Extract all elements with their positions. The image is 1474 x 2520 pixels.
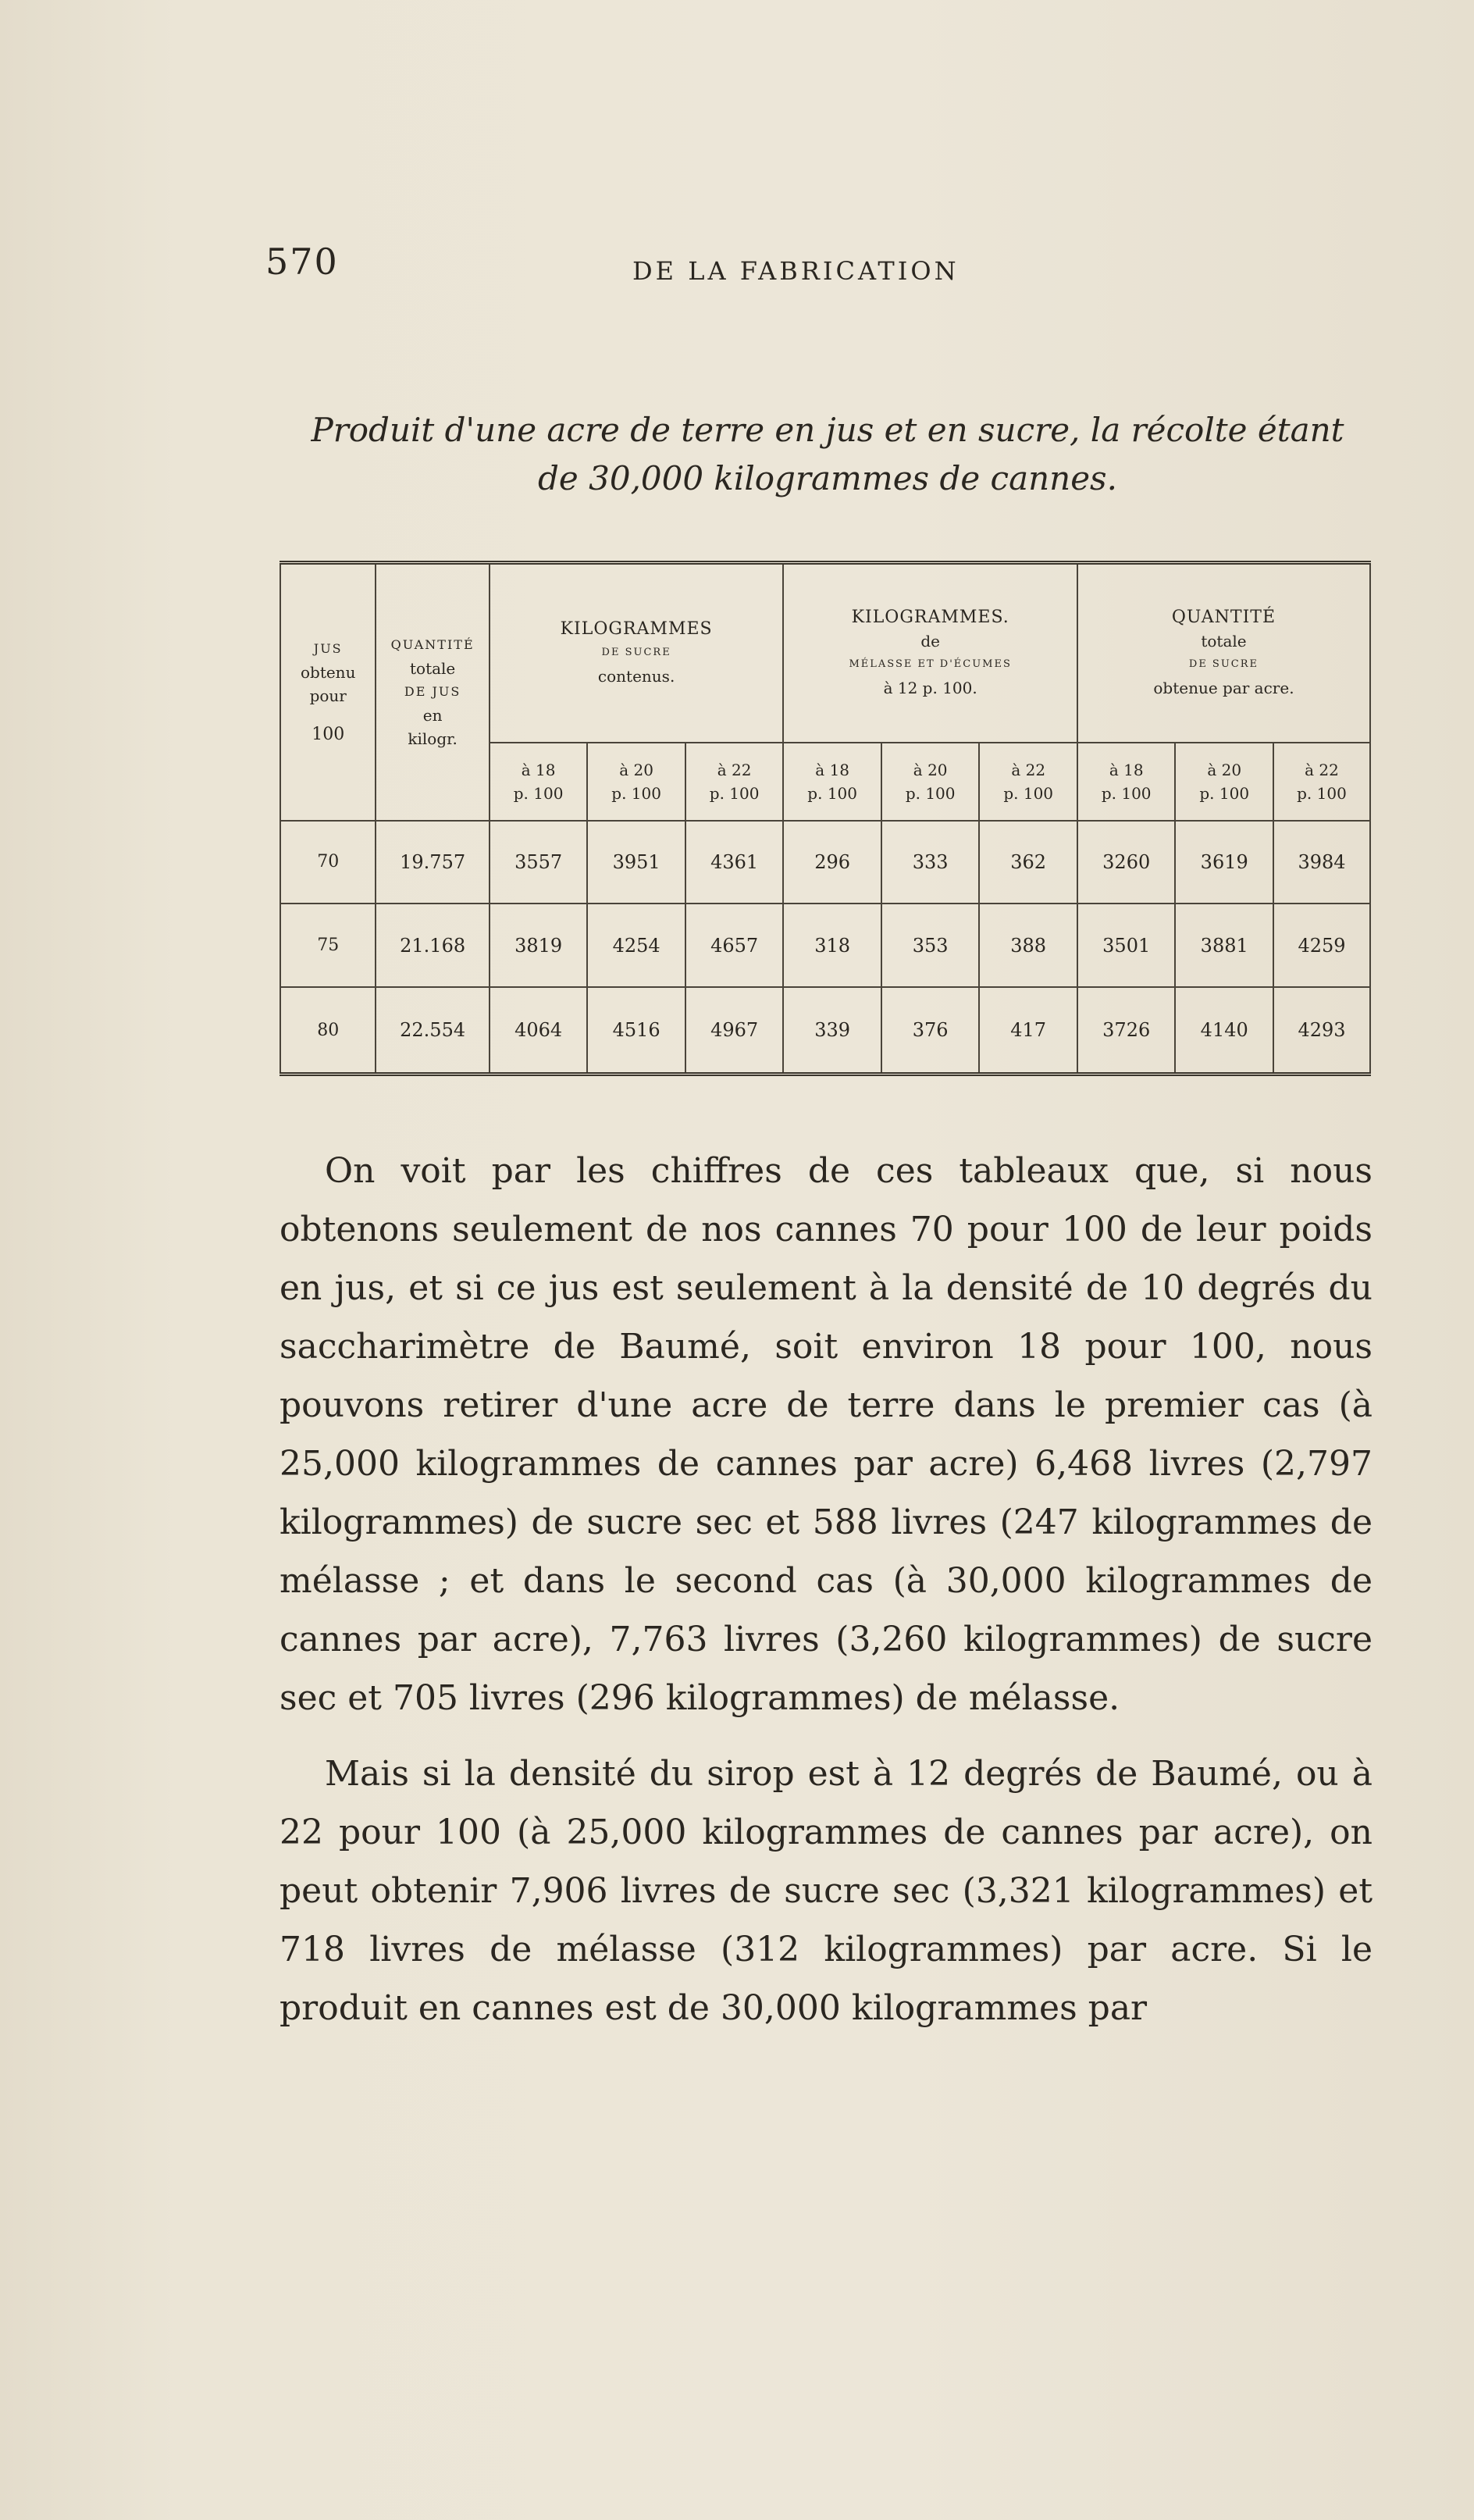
table-row [280, 987, 1370, 1075]
header-melasse-group: KILOGRAMMES. de MÉLASSE ET D'ÉCUMES à 12 p. 100. [783, 563, 1077, 743]
body-text [279, 1142, 1373, 2037]
table-cell: 75 [280, 904, 376, 987]
table-cell: 388 [979, 904, 1077, 987]
table-cell: 21.168 [376, 904, 489, 987]
table-cell: 4064 [490, 987, 588, 1075]
data-table-wrapper [279, 561, 1371, 1076]
table-cell: 3819 [490, 904, 588, 987]
caption-line-2: de 30,000 kilogrammes de cannes. [538, 459, 1117, 497]
table-cell: 4967 [685, 987, 784, 1075]
table-cell: 3881 [1175, 904, 1273, 987]
table-cell: 3260 [1077, 821, 1176, 904]
subheader-cell: à 22 p. 100 [979, 743, 1077, 821]
table-cell: 4254 [587, 904, 685, 987]
table-cell: 3619 [1175, 821, 1273, 904]
paragraph: On voit par les chiffres de ces tableaux que, si nous obtenons seulement de nos cannes 70 pour 100 de leur poids en jus, et si ce jus est seulement à la densité de 10 degrés du saccharimètre de Baumé, soit environ 18 pour 100, nous pouvons retirer d'une acre de terre dans le premier cas (à 25,000 kilogrammes de cannes par acre) 6,468 livres (2,797 kilogrammes) de sucre sec et 588 livres (247 kilogrammes de mélasse ; et dans le second cas (à 30,000 kilogrammes de cannes par acre), 7,763 livres (3,260 kilogrammes) de sucre sec et 705 livres (296 kilogrammes) de mélasse. [279, 1151, 1373, 1718]
subheader-cell: à 20 p. 100 [881, 743, 980, 821]
table-cell: 376 [881, 987, 980, 1075]
table-cell: 339 [783, 987, 881, 1075]
header-sucre-group: KILOGRAMMES DE SUCRE contenus. [490, 563, 784, 743]
header-quantite-column: QUANTITÉ totale DE JUS en kilogr. [376, 563, 489, 821]
header-jus-column: JUS obtenu pour 100 [280, 563, 376, 821]
production-table [279, 561, 1371, 1076]
table-cell: 333 [881, 821, 980, 904]
table-row [280, 821, 1370, 904]
table-cell: 4657 [685, 904, 784, 987]
table-cell: 296 [783, 821, 881, 904]
running-head [265, 241, 1382, 295]
table-cell: 353 [881, 904, 980, 987]
table-cell: 318 [783, 904, 881, 987]
caption-line-1: Produit d'une acre de terre en jus et en sucre, la récolte étant [311, 411, 1344, 449]
table-cell: 19.757 [376, 821, 489, 904]
table-cell: 3726 [1077, 987, 1176, 1075]
table-cell: 4293 [1273, 987, 1370, 1075]
running-title: DE LA FABRICATION [632, 256, 960, 286]
subheader-cell: à 18 p. 100 [783, 743, 881, 821]
header-quantite-sucre-group: QUANTITÉ totale DE SUCRE obtenue par acre. [1077, 563, 1370, 743]
table-cell: 3557 [490, 821, 588, 904]
subheader-cell: à 20 p. 100 [1175, 743, 1273, 821]
table-cell: 4516 [587, 987, 685, 1075]
subheader-cell: à 18 p. 100 [1077, 743, 1176, 821]
page-number: 570 [265, 241, 339, 283]
table-cell: 22.554 [376, 987, 489, 1075]
table-cell: 362 [979, 821, 1077, 904]
paragraph: Mais si la densité du sirop est à 12 degrés de Baumé, ou à 22 pour 100 (à 25,000 kilogrammes de cannes par acre), on peut obtenir 7,906 livres de sucre sec (3,321 kilogrammes) et 718 livres de mélasse (312 kilogrammes) par acre. Si le produit en cannes est de 30,000 kilogrammes par [279, 1754, 1373, 2028]
table-cell: 4361 [685, 821, 784, 904]
table-cell: 3501 [1077, 904, 1176, 987]
subheader-cell: à 22 p. 100 [685, 743, 784, 821]
subheader-cell: à 20 p. 100 [587, 743, 685, 821]
subheader-cell: à 18 p. 100 [490, 743, 588, 821]
table-cell: 80 [280, 987, 376, 1075]
table-cell: 70 [280, 821, 376, 904]
table-cell: 4140 [1175, 987, 1273, 1075]
subheader-cell: à 22 p. 100 [1273, 743, 1370, 821]
table-cell: 3984 [1273, 821, 1370, 904]
table-cell: 3951 [587, 821, 685, 904]
table-cell: 417 [979, 987, 1077, 1075]
table-caption [281, 406, 1374, 503]
table-row [280, 904, 1370, 987]
table-cell: 4259 [1273, 904, 1370, 987]
